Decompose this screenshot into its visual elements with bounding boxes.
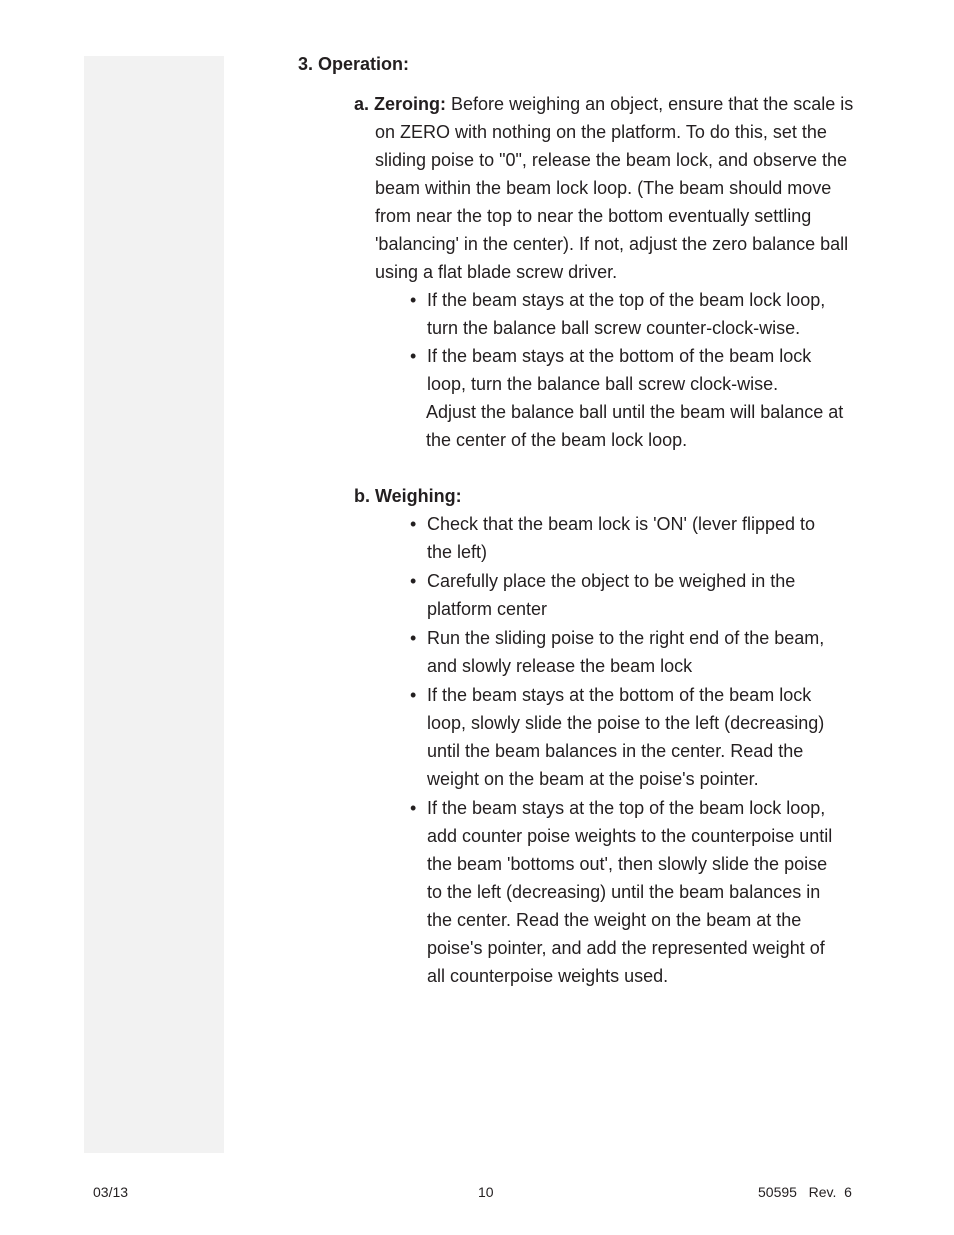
bullet-icon: • [410, 571, 417, 591]
footer-page-number: 10 [478, 1184, 494, 1200]
list-item [410, 567, 844, 623]
list-item [410, 794, 844, 990]
zeroing-section [354, 90, 864, 454]
list-item [410, 681, 844, 793]
bullet-icon: • [410, 798, 417, 818]
bullet-icon: • [410, 628, 417, 648]
list-item-text: If the beam stays at the top of the beam lock loop, turn the balance ball screw counter-clock-wise. [427, 290, 826, 338]
section-heading: 3. Operation: [298, 54, 410, 74]
list-item-text: Check that the beam lock is 'ON' (lever flipped to the left) [427, 514, 816, 562]
list-item-text: If the beam stays at the bottom of the beam lock loop, slowly slide the poise to the left (decreasing) until the beam balances in the center. Read the weight on the beam at the poise's pointer. [427, 685, 825, 789]
list-item [410, 342, 844, 398]
weighing-label: b. Weighing: [354, 486, 462, 506]
list-item-text: If the beam stays at the top of the beam lock loop, add counter poise weights to the counterpoise until the beam 'bottoms out', then slowly slide the poise to the left (decreasing) until the beam balances in the center. Read the weight on the beam at the poise's pointer, and add the represented weight of all counterpoise weights used. [427, 798, 833, 986]
zeroing-label: a. Zeroing: [354, 94, 447, 114]
weighing-bullet-list [410, 510, 844, 990]
list-item [410, 510, 844, 566]
footer-doc-ref: 50595 Rev. 6 [758, 1184, 852, 1200]
list-item [410, 286, 844, 342]
zeroing-note: Adjust the balance ball until the beam will balance at the center of the beam lock loop. [426, 402, 844, 450]
list-item [410, 624, 844, 680]
zeroing-paragraph [354, 90, 864, 286]
footer-date: 03/13 [93, 1184, 129, 1200]
list-item-text: Run the sliding poise to the right end of the beam, and slowly release the beam lock [427, 628, 825, 676]
bullet-icon: • [410, 290, 417, 310]
list-item-text: If the beam stays at the bottom of the beam lock loop, turn the balance ball screw clock-wise. [427, 346, 812, 394]
zeroing-text: Before weighing an object, ensure that the scale is on ZERO with nothing on the platform. To do this, set the sliding poise to "0", release the beam lock, and observe the beam within the beam lock loop. (The beam should move from near the top to near the bottom eventually settling 'balancing' in the center). If not, adjust the zero balance ball using a flat blade screw driver. [375, 94, 854, 282]
zeroing-bullet-list [410, 286, 844, 398]
list-item-text: Carefully place the object to be weighed in the platform center [427, 571, 796, 619]
bullet-icon: • [410, 685, 417, 705]
sidebar-shading [84, 56, 224, 1153]
bullet-icon: • [410, 514, 417, 534]
bullet-icon: • [410, 346, 417, 366]
weighing-section [354, 482, 864, 990]
